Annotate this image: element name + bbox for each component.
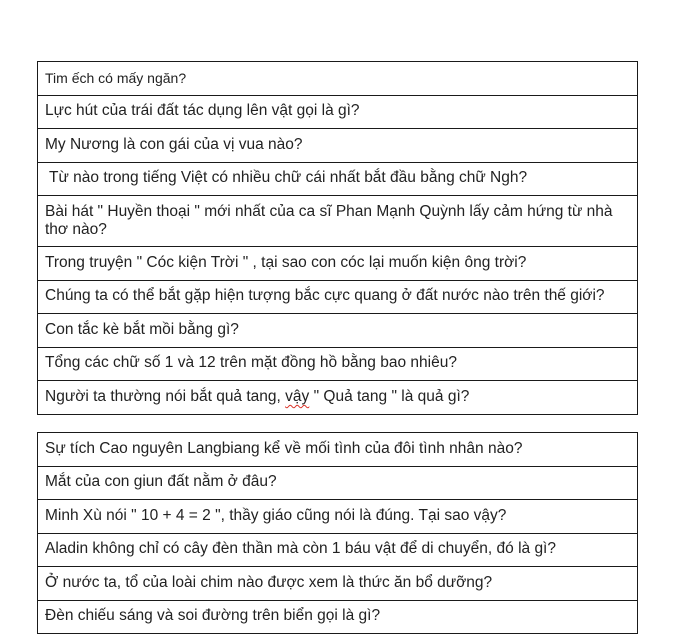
question-cell[interactable]: Minh Xù nói " 10 + 4 = 2 ", thầy giáo cũng nói là đúng. Tại sao vậy? xyxy=(38,500,638,534)
question-cell[interactable]: Tổng các chữ số 1 và 12 trên mặt đồng hồ bằng bao nhiêu? xyxy=(38,347,638,381)
table-row xyxy=(38,162,638,196)
question-cell[interactable]: Ở nước ta, tổ của loài chim nào được xem là thức ăn bổ dưỡng? xyxy=(38,567,638,601)
question-cell[interactable]: Sự tích Cao nguyên Langbiang kể về mối tình của đôi tình nhân nào? xyxy=(38,433,638,467)
table-row xyxy=(38,466,638,500)
question-cell[interactable] xyxy=(38,381,638,415)
table-row xyxy=(38,500,638,534)
question-cell[interactable]: Chúng ta có thể bắt gặp hiện tượng bắc cực quang ở đất nước nào trên thế giới? xyxy=(38,280,638,314)
question-cell[interactable]: Lực hút của trái đất tác dụng lên vật gọi là gì? xyxy=(38,95,638,129)
table-row xyxy=(38,347,638,381)
question-cell[interactable]: Aladin không chỉ có cây đèn thần mà còn 1 báu vật để di chuyển, đó là gì? xyxy=(38,533,638,567)
question-cell[interactable]: Mắt của con giun đất nằm ở đâu? xyxy=(38,466,638,500)
question-table-1 xyxy=(37,61,638,415)
question-table-2 xyxy=(37,432,638,634)
question-cell[interactable]: Đèn chiếu sáng và soi đường trên biển gọi là gì? xyxy=(38,600,638,634)
question-cell[interactable]: Con tắc kè bắt mồi bằng gì? xyxy=(38,314,638,348)
table-row xyxy=(38,533,638,567)
question-text-before: Người ta thường nói bắt quả tang, xyxy=(45,387,286,405)
question-cell[interactable]: My Nương là con gái của vị vua nào? xyxy=(38,129,638,163)
table-row xyxy=(38,600,638,634)
table-row xyxy=(38,381,638,415)
question-cell[interactable]: Từ nào trong tiếng Việt có nhiều chữ cái nhất bắt đầu bằng chữ Ngh? xyxy=(38,162,638,196)
question-table-1-body xyxy=(38,62,638,415)
table-row xyxy=(38,129,638,163)
table-row xyxy=(38,314,638,348)
table-row xyxy=(38,433,638,467)
table-row xyxy=(38,95,638,129)
table-row xyxy=(38,567,638,601)
table-row xyxy=(38,280,638,314)
question-text-after: " Quả tang " là quả gì? xyxy=(309,387,470,405)
question-table-2-body xyxy=(38,433,638,634)
spellcheck-flagged-word[interactable]: vậy xyxy=(285,387,310,405)
table-row xyxy=(38,196,638,247)
question-cell[interactable]: Bài hát " Huyền thoại " mới nhất của ca sĩ Phan Mạnh Quỳnh lấy cảm hứng từ nhà thơ nào? xyxy=(38,196,638,247)
table-row xyxy=(38,62,638,96)
question-cell[interactable]: Trong truyện " Cóc kiện Trời " , tại sao con cóc lại muốn kiện ông trời? xyxy=(38,247,638,281)
table-row xyxy=(38,247,638,281)
question-cell[interactable]: Tim ếch có mấy ngăn? xyxy=(38,62,638,96)
